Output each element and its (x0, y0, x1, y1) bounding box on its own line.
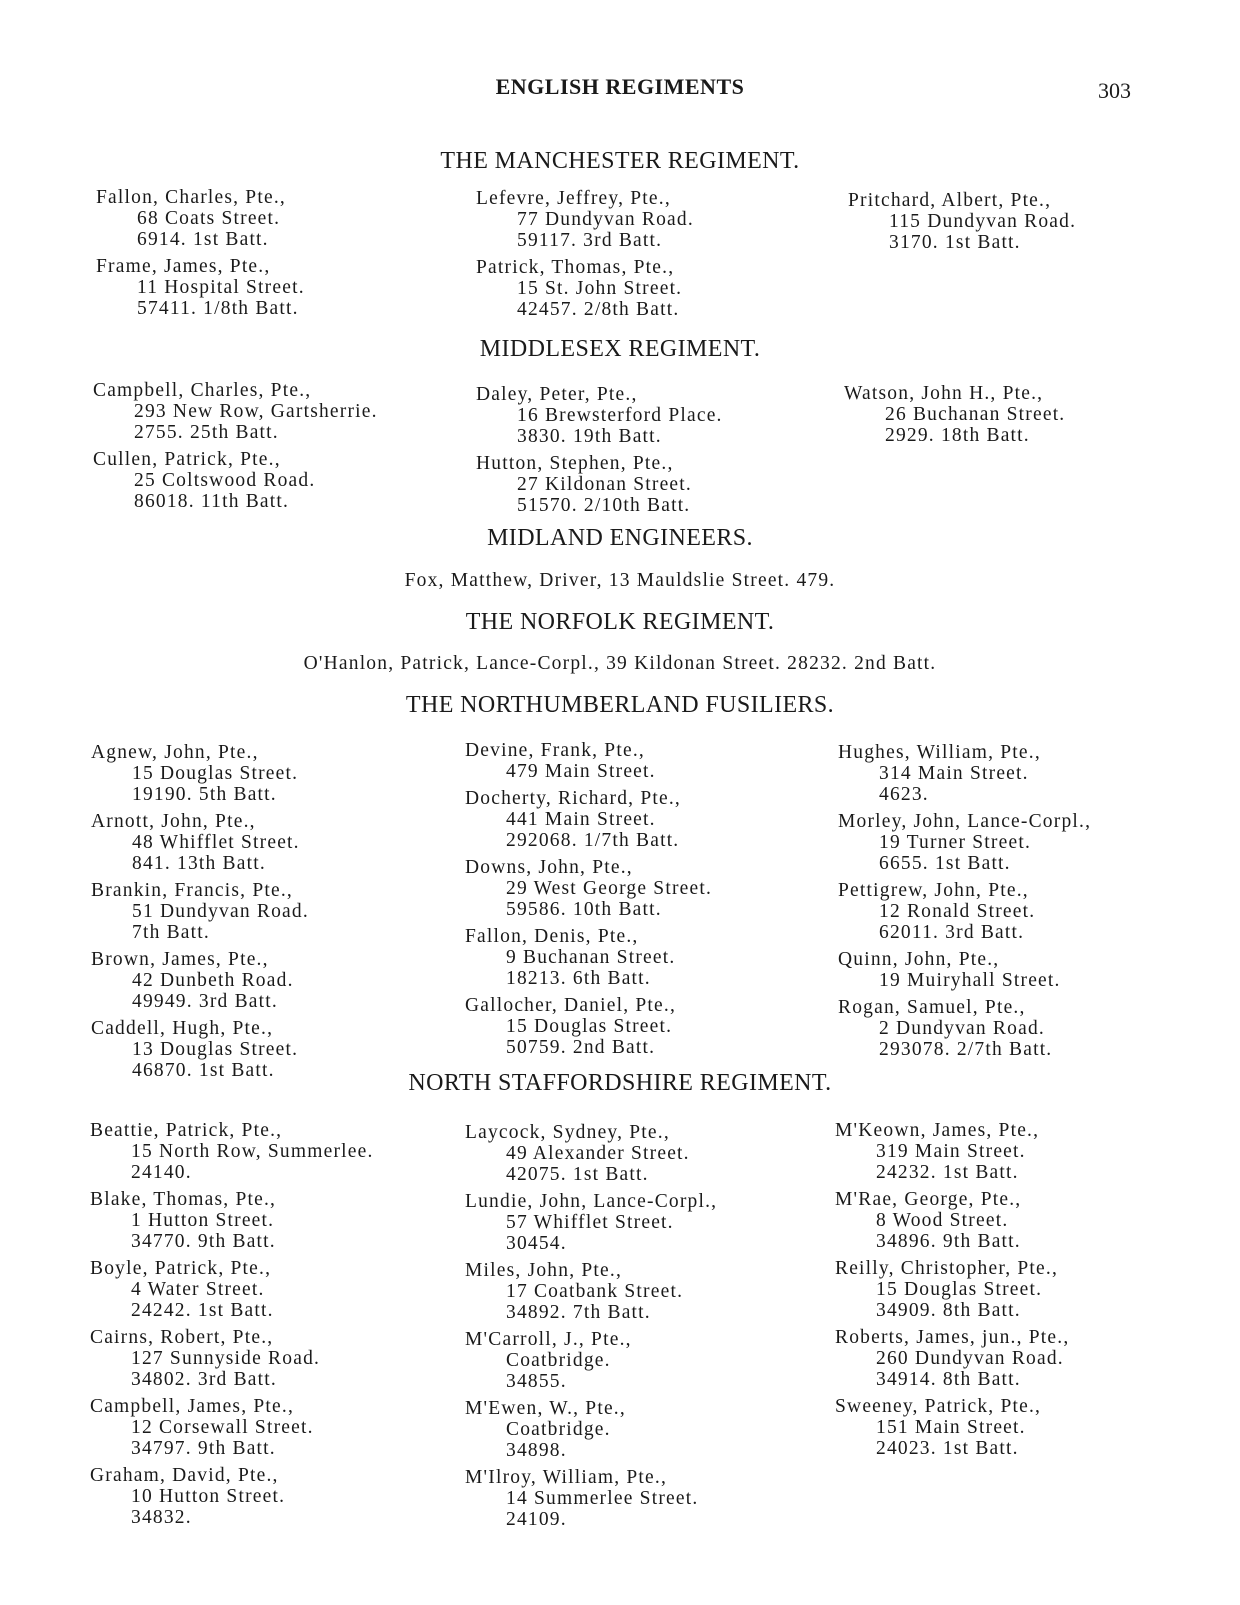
service-number: 2929. 18th Batt. (885, 425, 1030, 446)
soldier-name: Hughes, William, Pte., (838, 742, 1041, 763)
entry-column (838, 742, 1208, 1066)
soldier-name: Campbell, Charles, Pte., (93, 380, 312, 401)
soldier-name: Boyle, Patrick, Pte., (90, 1258, 272, 1279)
soldier-name: Caddell, Hugh, Pte., (91, 1018, 274, 1039)
service-number: 34770. 9th Batt. (131, 1231, 276, 1252)
service-number: 59117. 3rd Batt. (517, 230, 663, 251)
soldier-name: Devine, Frank, Pte., (465, 740, 645, 761)
soldier-entry (838, 742, 1208, 805)
soldier-address: 8 Wood Street. (876, 1210, 1009, 1231)
soldier-name: Laycock, Sydney, Pte., (465, 1122, 670, 1143)
running-head: ENGLISH REGIMENTS (495, 74, 745, 99)
soldier-address: 2 Dundyvan Road. (879, 1018, 1045, 1039)
service-number: 24242. 1st Batt. (131, 1300, 274, 1321)
service-number: 34909. 8th Batt. (876, 1300, 1021, 1321)
service-number: 3170. 1st Batt. (889, 232, 1021, 253)
service-number: 24232. 1st Batt. (876, 1162, 1019, 1183)
soldier-name: Frame, James, Pte., (96, 256, 271, 277)
service-number: 24109. (506, 1509, 567, 1530)
soldier-address: 57 Whifflet Street. (506, 1212, 674, 1233)
service-number: 46870. 1st Batt. (132, 1060, 275, 1081)
soldier-address: 4 Water Street. (131, 1279, 265, 1300)
soldier-entry (96, 187, 466, 250)
soldier-name: Miles, John, Pte., (465, 1260, 623, 1281)
soldier-address: 115 Dundyvan Road. (889, 211, 1077, 232)
single-line-entry: O'Hanlon, Patrick, Lance-Corpl., 39 Kildonan Street. 28232. 2nd Batt. (303, 653, 937, 674)
soldier-address: 15 North Row, Summerlee. (131, 1141, 374, 1162)
entry-column (476, 384, 846, 522)
service-number: 34896. 9th Batt. (876, 1231, 1021, 1252)
entry-column (96, 187, 466, 325)
soldier-address: 127 Sunnyside Road. (131, 1348, 321, 1369)
soldier-name: Quinn, John, Pte., (838, 949, 1000, 970)
soldier-name: Beattie, Patrick, Pte., (90, 1120, 283, 1141)
soldier-name: M'Keown, James, Pte., (835, 1120, 1040, 1141)
soldier-address: 14 Summerlee Street. (506, 1488, 699, 1509)
service-number: 57411. 1/8th Batt. (137, 298, 299, 319)
soldier-address: 19 Turner Street. (879, 832, 1032, 853)
soldier-name: Cullen, Patrick, Pte., (93, 449, 281, 470)
soldier-entry (465, 857, 835, 920)
soldier-name: Watson, John H., Pte., (844, 383, 1044, 404)
soldier-name: Fallon, Denis, Pte., (465, 926, 639, 947)
soldier-address: 49 Alexander Street. (506, 1143, 690, 1164)
service-number: 34914. 8th Batt. (876, 1369, 1021, 1390)
soldier-name: Gallocher, Daniel, Pte., (465, 995, 677, 1016)
soldier-name: Downs, John, Pte., (465, 857, 633, 878)
soldier-name: Graham, David, Pte., (90, 1465, 279, 1486)
soldier-address: 27 Kildonan Street. (517, 474, 692, 495)
soldier-name: Morley, John, Lance-Corpl., (838, 811, 1092, 832)
soldier-address: 25 Coltswood Road. (134, 470, 316, 491)
service-number: 6655. 1st Batt. (879, 853, 1011, 874)
section-title: THE MANCHESTER REGIMENT. (440, 148, 800, 174)
service-number: 42075. 1st Batt. (506, 1164, 649, 1185)
soldier-entry (91, 811, 461, 874)
section-title: THE NORTHUMBERLAND FUSILIERS. (405, 692, 835, 718)
soldier-address: 319 Main Street. (876, 1141, 1026, 1162)
section-title: MIDLAND ENGINEERS. (487, 525, 753, 551)
entry-column (90, 1120, 460, 1534)
service-number: 62011. 3rd Batt. (879, 922, 1025, 943)
soldier-entry (838, 811, 1208, 874)
service-number: 34898. (506, 1440, 567, 1461)
soldier-name: M'Ewen, W., Pte., (465, 1398, 626, 1419)
soldier-entry (835, 1327, 1205, 1390)
soldier-entry (844, 383, 1214, 446)
soldier-entry (93, 380, 463, 443)
soldier-name: Brown, James, Pte., (91, 949, 269, 970)
soldier-entry (465, 1329, 835, 1392)
soldier-address: Coatbridge. (506, 1350, 611, 1371)
soldier-name: M'Ilroy, William, Pte., (465, 1467, 668, 1488)
soldier-address: 13 Douglas Street. (132, 1039, 299, 1060)
soldier-entry (476, 257, 846, 320)
service-number: 59586. 10th Batt. (506, 899, 662, 920)
soldier-entry (838, 997, 1208, 1060)
soldier-address: 15 Douglas Street. (876, 1279, 1043, 1300)
service-number: 34855. (506, 1371, 567, 1392)
soldier-entry (90, 1258, 460, 1321)
soldier-name: M'Carroll, J., Pte., (465, 1329, 632, 1350)
service-number: 4623. (879, 784, 929, 805)
soldier-entry (91, 880, 461, 943)
service-number: 30454. (506, 1233, 567, 1254)
soldier-name: Pettigrew, John, Pte., (838, 880, 1029, 901)
soldier-address: 151 Main Street. (876, 1417, 1026, 1438)
soldier-entry (476, 188, 846, 251)
soldier-entry (835, 1258, 1205, 1321)
service-number: 19190. 5th Batt. (132, 784, 277, 805)
soldier-name: Daley, Peter, Pte., (476, 384, 638, 405)
service-number: 18213. 6th Batt. (506, 968, 651, 989)
soldier-name: Cairns, Robert, Pte., (90, 1327, 274, 1348)
soldier-address: 260 Dundyvan Road. (876, 1348, 1064, 1369)
service-number: 34832. (131, 1507, 192, 1528)
service-number: 34802. 3rd Batt. (131, 1369, 277, 1390)
soldier-entry (835, 1120, 1205, 1183)
soldier-address: 1 Hutton Street. (131, 1210, 275, 1231)
soldier-address: 11 Hospital Street. (137, 277, 305, 298)
soldier-name: Arnott, John, Pte., (91, 811, 256, 832)
soldier-entry (90, 1189, 460, 1252)
soldier-name: Sweeney, Patrick, Pte., (835, 1396, 1042, 1417)
soldier-address: 314 Main Street. (879, 763, 1029, 784)
soldier-name: Hutton, Stephen, Pte., (476, 453, 674, 474)
entry-column (465, 1122, 835, 1536)
entry-column (91, 742, 461, 1087)
service-number: 34892. 7th Batt. (506, 1302, 651, 1323)
soldier-address: 68 Coats Street. (137, 208, 281, 229)
soldier-name: Brankin, Francis, Pte., (91, 880, 293, 901)
soldier-entry (835, 1396, 1205, 1459)
service-number: 293078. 2/7th Batt. (879, 1039, 1053, 1060)
service-number: 50759. 2nd Batt. (506, 1037, 656, 1058)
soldier-address: 48 Whifflet Street. (132, 832, 300, 853)
service-number: 292068. 1/7th Batt. (506, 830, 680, 851)
service-number: 841. 13th Batt. (132, 853, 266, 874)
service-number: 3830. 19th Batt. (517, 426, 662, 447)
soldier-entry (838, 880, 1208, 943)
soldier-address: 16 Brewsterford Place. (517, 405, 723, 426)
soldier-address: 29 West George Street. (506, 878, 713, 899)
page-number: 303 (1098, 78, 1131, 103)
soldier-name: Campbell, James, Pte., (90, 1396, 295, 1417)
section-title: MIDDLESEX REGIMENT. (479, 336, 761, 362)
entry-column (465, 740, 835, 1064)
soldier-entry (96, 256, 466, 319)
soldier-address: 9 Buchanan Street. (506, 947, 676, 968)
soldier-address: 479 Main Street. (506, 761, 656, 782)
soldier-entry (465, 1467, 835, 1530)
soldier-address: 15 Douglas Street. (132, 763, 299, 784)
soldier-name: Pritchard, Albert, Pte., (848, 190, 1052, 211)
service-number: 34797. 9th Batt. (131, 1438, 276, 1459)
soldier-entry (835, 1189, 1205, 1252)
soldier-entry (465, 740, 835, 782)
service-number: 51570. 2/10th Batt. (517, 495, 691, 516)
soldier-name: Agnew, John, Pte., (91, 742, 259, 763)
soldier-entry (90, 1327, 460, 1390)
service-number: 6914. 1st Batt. (137, 229, 269, 250)
soldier-entry (476, 384, 846, 447)
entry-column (844, 383, 1214, 452)
service-number: 24023. 1st Batt. (876, 1438, 1019, 1459)
soldier-name: Blake, Thomas, Pte., (90, 1189, 277, 1210)
soldier-entry (848, 190, 1218, 253)
soldier-address: 42 Dunbeth Road. (132, 970, 294, 991)
soldier-name: Roberts, James, jun., Pte., (835, 1327, 1070, 1348)
service-number: 7th Batt. (132, 922, 210, 943)
service-number: 49949. 3rd Batt. (132, 991, 278, 1012)
soldier-entry (838, 949, 1208, 991)
soldier-entry (465, 995, 835, 1058)
soldier-address: Coatbridge. (506, 1419, 611, 1440)
soldier-entry (90, 1120, 460, 1183)
soldier-address: 26 Buchanan Street. (885, 404, 1066, 425)
soldier-name: Fallon, Charles, Pte., (96, 187, 286, 208)
soldier-entry (476, 453, 846, 516)
soldier-name: M'Rae, George, Pte., (835, 1189, 1022, 1210)
section-title: THE NORFOLK REGIMENT. (465, 609, 775, 635)
service-number: 42457. 2/8th Batt. (517, 299, 680, 320)
soldier-name: Patrick, Thomas, Pte., (476, 257, 675, 278)
section-title: NORTH STAFFORDSHIRE REGIMENT. (408, 1070, 832, 1096)
entry-column (835, 1120, 1205, 1465)
soldier-name: Rogan, Samuel, Pte., (838, 997, 1026, 1018)
soldier-entry (465, 788, 835, 851)
entry-column (848, 190, 1218, 259)
soldier-address: 12 Corsewall Street. (131, 1417, 314, 1438)
soldier-address: 77 Dundyvan Road. (517, 209, 694, 230)
soldier-name: Lefevre, Jeffrey, Pte., (476, 188, 671, 209)
soldier-address: 12 Ronald Street. (879, 901, 1036, 922)
soldier-entry (90, 1465, 460, 1528)
soldier-address: 10 Hutton Street. (131, 1486, 286, 1507)
service-number: 24140. (131, 1162, 192, 1183)
service-number: 2755. 25th Batt. (134, 422, 279, 443)
soldier-address: 441 Main Street. (506, 809, 656, 830)
soldier-address: 51 Dundyvan Road. (132, 901, 309, 922)
soldier-address: 19 Muiryhall Street. (879, 970, 1061, 991)
entry-column (93, 380, 463, 518)
single-line-entry: Fox, Matthew, Driver, 13 Mauldslie Street. 479. (404, 570, 836, 591)
soldier-name: Lundie, John, Lance-Corpl., (465, 1191, 718, 1212)
soldier-address: 293 New Row, Gartsherrie. (134, 401, 378, 422)
soldier-entry (465, 1260, 835, 1323)
soldier-name: Reilly, Christopher, Pte., (835, 1258, 1059, 1279)
soldier-name: Docherty, Richard, Pte., (465, 788, 681, 809)
soldier-entry (93, 449, 463, 512)
soldier-entry (91, 949, 461, 1012)
soldier-entry (465, 1122, 835, 1185)
entry-column (476, 188, 846, 326)
soldier-entry (91, 742, 461, 805)
soldier-entry (465, 1191, 835, 1254)
soldier-address: 17 Coatbank Street. (506, 1281, 684, 1302)
soldier-address: 15 St. John Street. (517, 278, 683, 299)
soldier-entry (90, 1396, 460, 1459)
soldier-address: 15 Douglas Street. (506, 1016, 673, 1037)
soldier-entry (465, 926, 835, 989)
service-number: 86018. 11th Batt. (134, 491, 290, 512)
soldier-entry (465, 1398, 835, 1461)
